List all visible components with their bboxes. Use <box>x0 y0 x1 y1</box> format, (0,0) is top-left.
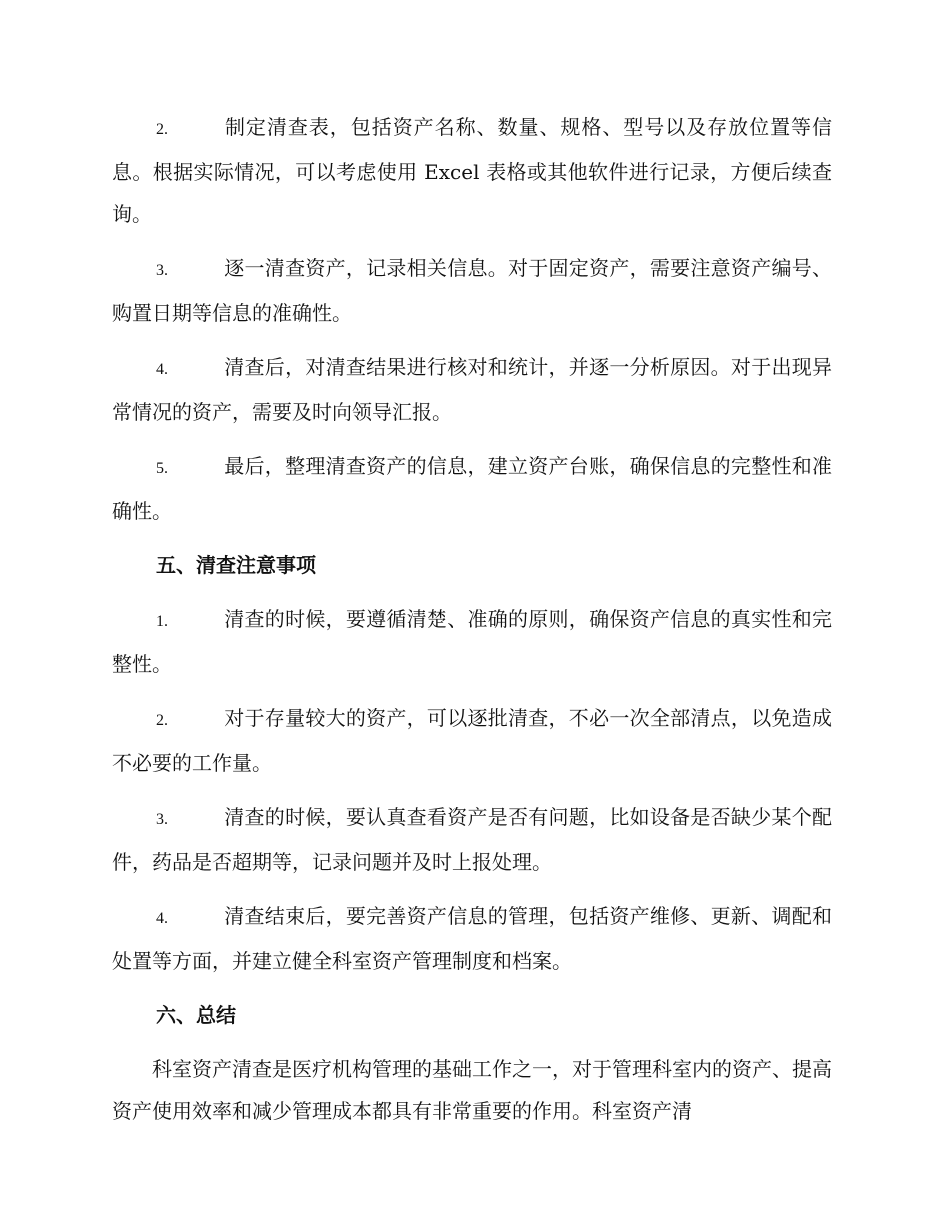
list-item <box>112 445 832 532</box>
list-item <box>112 598 832 685</box>
list-item-text: 清查的时候，要认真查看资产是否有问题，比如设备是否缺少某个配件，药品是否超期等，记录问题并及时上报处理。 <box>112 805 832 874</box>
list-item-text: 清查后，对清查结果进行核对和统计，并逐一分析原因。对于出现异常情况的资产，需要及时向领导汇报。 <box>112 355 832 424</box>
list-item-number: 4. <box>156 361 168 378</box>
list-item-number: 5. <box>156 460 168 477</box>
list-item-number: 1. <box>156 613 168 630</box>
list-item-number: 3. <box>156 262 168 279</box>
list-item <box>112 106 832 235</box>
document-body <box>112 106 832 1132</box>
list-item-text: 最后，整理清查资产的信息，建立资产台账，确保信息的完整性和准确性。 <box>112 454 832 523</box>
list-item-number: 3. <box>156 811 168 828</box>
summary-paragraph: 科室资产清查是医疗机构管理的基础工作之一，对于管理科室内的资产、提高资产使用效率和减少管理成本都具有非常重要的作用。科室资产清 <box>112 1057 832 1123</box>
list-item-number: 2. <box>156 712 168 729</box>
list-item <box>112 796 832 883</box>
list-item-number: 4. <box>156 910 168 927</box>
list-item <box>112 697 832 784</box>
list-item-number: 2. <box>156 121 168 138</box>
list-item-text: 清查的时候，要遵循清楚、准确的原则，确保资产信息的真实性和完整性。 <box>112 607 832 676</box>
list-item <box>112 346 832 433</box>
section-heading-precautions: 五、清查注意事项 <box>156 553 316 577</box>
section-heading-summary: 六、总结 <box>156 1003 236 1027</box>
list-item-text: 制定清查表，包括资产名称、数量、规格、型号以及存放位置等信息。根据实际情况，可以考虑使用 Excel 表格或其他软件进行记录，方便后续查询。 <box>112 115 832 226</box>
list-item <box>112 247 832 334</box>
list-item-text: 清查结束后，要完善资产信息的管理，包括资产维修、更新、调配和处置等方面，并建立健全科室资产管理制度和档案。 <box>112 904 832 973</box>
list-item <box>112 895 832 982</box>
list-item-text: 对于存量较大的资产，可以逐批清查，不必一次全部清点，以免造成不必要的工作量。 <box>112 706 832 775</box>
list-item-text: 逐一清查资产，记录相关信息。对于固定资产，需要注意资产编号、购置日期等信息的准确性。 <box>112 256 832 325</box>
